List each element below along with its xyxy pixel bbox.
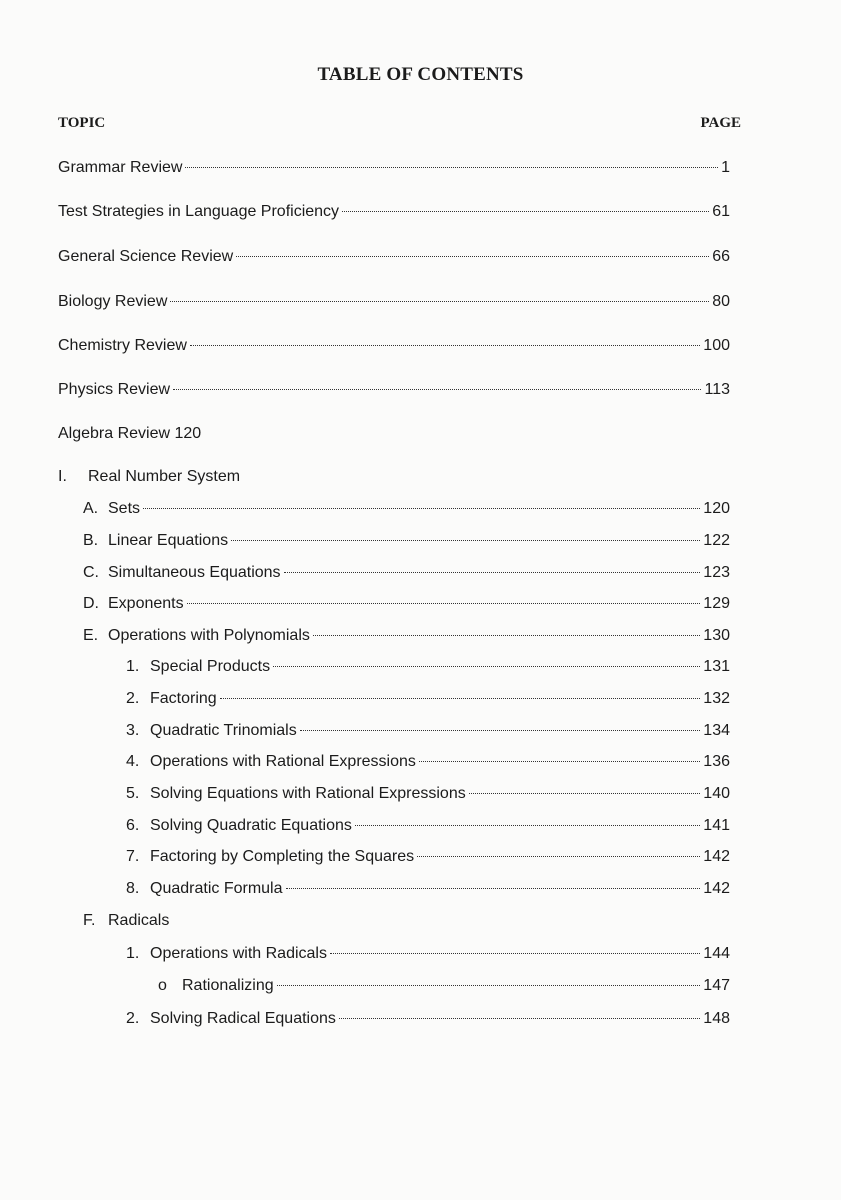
toc-entry-label: Sets [108,500,141,517]
toc-entry-page-number: 132 [703,690,730,707]
dot-leader [231,540,700,541]
topic-column-header: TOPIC [58,115,106,131]
toc-entry-page-number: 122 [703,532,730,549]
toc-entry [126,847,730,867]
toc-entry-marker: I. [58,468,67,485]
toc-entry-marker: E. [83,627,99,644]
toc-entry-marker: B. [83,532,99,549]
toc-entry [126,1009,730,1029]
toc-entry-marker: o [158,977,167,994]
dot-leader [277,985,701,986]
dot-leader [284,572,701,573]
toc-entry-page-number: 142 [703,848,730,865]
toc-entry-marker: 1. [126,658,140,675]
toc-entry-page-number: 80 [712,293,730,310]
toc-entry-label: Operations with Polynomials [108,627,310,644]
toc-entry-marker: 1. [126,945,140,962]
toc-entry-page-number: 129 [703,595,730,612]
toc-entry [83,626,730,646]
toc-entry-label: Quadratic Formula [150,880,283,897]
dot-leader [469,793,701,794]
toc-entry-page-number: 140 [703,785,730,802]
toc-entry-label: Test Strategies in Language Proficiency [58,203,340,220]
toc-entry [58,158,730,178]
toc-entry-page-number: 142 [703,880,730,897]
dot-leader [273,666,700,667]
toc-entry [58,202,730,222]
dot-leader [300,730,701,731]
toc-entry-label: General Science Review [58,248,234,265]
toc-entry-marker: 6. [126,817,140,834]
dot-leader [190,345,700,346]
toc-entry [58,292,730,312]
toc-entry [58,467,240,487]
toc-entry-page-number: 136 [703,753,730,770]
toc-entry-marker: 5. [126,785,140,802]
toc-entry [83,499,730,519]
toc-entry-page-number: 123 [703,564,730,581]
toc-entry-page-number: 1 [721,159,730,176]
toc-entry-label: Operations with Radicals [150,945,327,962]
toc-entry-label: Physics Review [58,381,171,398]
toc-entry-page-number: 61 [712,203,730,220]
toc-entry-label: Special Products [150,658,271,675]
toc-entry [58,247,730,267]
toc-entry-marker: 7. [126,848,140,865]
toc-entry [158,976,730,996]
toc-entry-label: Chemistry Review [58,337,187,354]
toc-entry [58,336,730,356]
toc-entry-page-number: 144 [703,945,730,962]
toc-entry-marker: F. [83,912,96,929]
toc-entry-label: Operations with Rational Expressions [150,753,416,770]
toc-entry [126,816,730,836]
toc-entry-page-number: 147 [703,977,730,994]
toc-entry-page-number: 130 [703,627,730,644]
page-column-header: PAGE [700,115,741,131]
toc-entry-page-number: 113 [704,381,730,398]
toc-entry-label: Solving Radical Equations [150,1010,336,1027]
toc-entry-label: Factoring by Completing the Squares [150,848,415,865]
dot-leader [342,211,709,212]
toc-entry-page-number: 141 [703,817,730,834]
dot-leader [417,856,700,857]
toc-entry-page-number: 120 [703,500,730,517]
toc-entry-marker: A. [83,500,99,517]
toc-entry-marker: 3. [126,722,140,739]
toc-entry [126,689,730,709]
dot-leader [170,301,709,302]
toc-entry-label: Quadratic Trinomials [150,722,297,739]
toc-entry-label: Real Number System [88,468,241,485]
toc-entry-label: Radicals [108,912,170,929]
toc-entry [58,380,730,400]
dot-leader [313,635,700,636]
page-title: TABLE OF CONTENTS [317,64,524,85]
toc-entry [83,531,730,551]
toc-entry [126,944,730,964]
toc-entry-label: Solving Equations with Rational Expressions [150,785,466,802]
toc-entry-marker: 4. [126,753,140,770]
toc-entry [126,784,730,804]
toc-entry [83,911,169,931]
dot-leader [220,698,701,699]
dot-leader [330,953,700,954]
toc-entry [83,563,730,583]
dot-leader [236,256,709,257]
toc-entry [126,752,730,772]
dot-leader [173,389,701,390]
toc-entry-page-number: 131 [703,658,730,675]
dot-leader [355,825,700,826]
toc-entry [126,721,730,741]
toc-entry-label: Grammar Review [58,159,183,176]
toc-entry-label: Exponents [108,595,184,612]
toc-entry-marker: D. [83,595,99,612]
dot-leader [187,603,701,604]
toc-entry-page-number: 100 [703,337,730,354]
toc-entry [83,594,730,614]
toc-entry-page-number: 66 [712,248,730,265]
dot-leader [185,167,718,168]
toc-entry-label: Rationalizing [182,977,274,994]
toc-entry [126,657,730,677]
toc-entry-label: Algebra Review 120 [58,425,202,442]
toc-entry-marker: 8. [126,880,140,897]
toc-entry-label: Linear Equations [108,532,229,549]
toc-entry-label: Factoring [150,690,217,707]
toc-entry [126,879,730,899]
toc-entry-marker: 2. [126,690,140,707]
dot-leader [143,508,700,509]
toc-entry-label: Biology Review [58,293,168,310]
toc-entry-page-number: 148 [703,1010,730,1027]
toc-entry-page-number: 134 [703,722,730,739]
toc-entry-label: Solving Quadratic Equations [150,817,352,834]
toc-entry-label: Simultaneous Equations [108,564,281,581]
dot-leader [286,888,701,889]
toc-entry-marker: C. [83,564,99,581]
toc-entry [58,424,201,444]
dot-leader [339,1018,700,1019]
dot-leader [419,761,700,762]
toc-entry-marker: 2. [126,1010,140,1027]
